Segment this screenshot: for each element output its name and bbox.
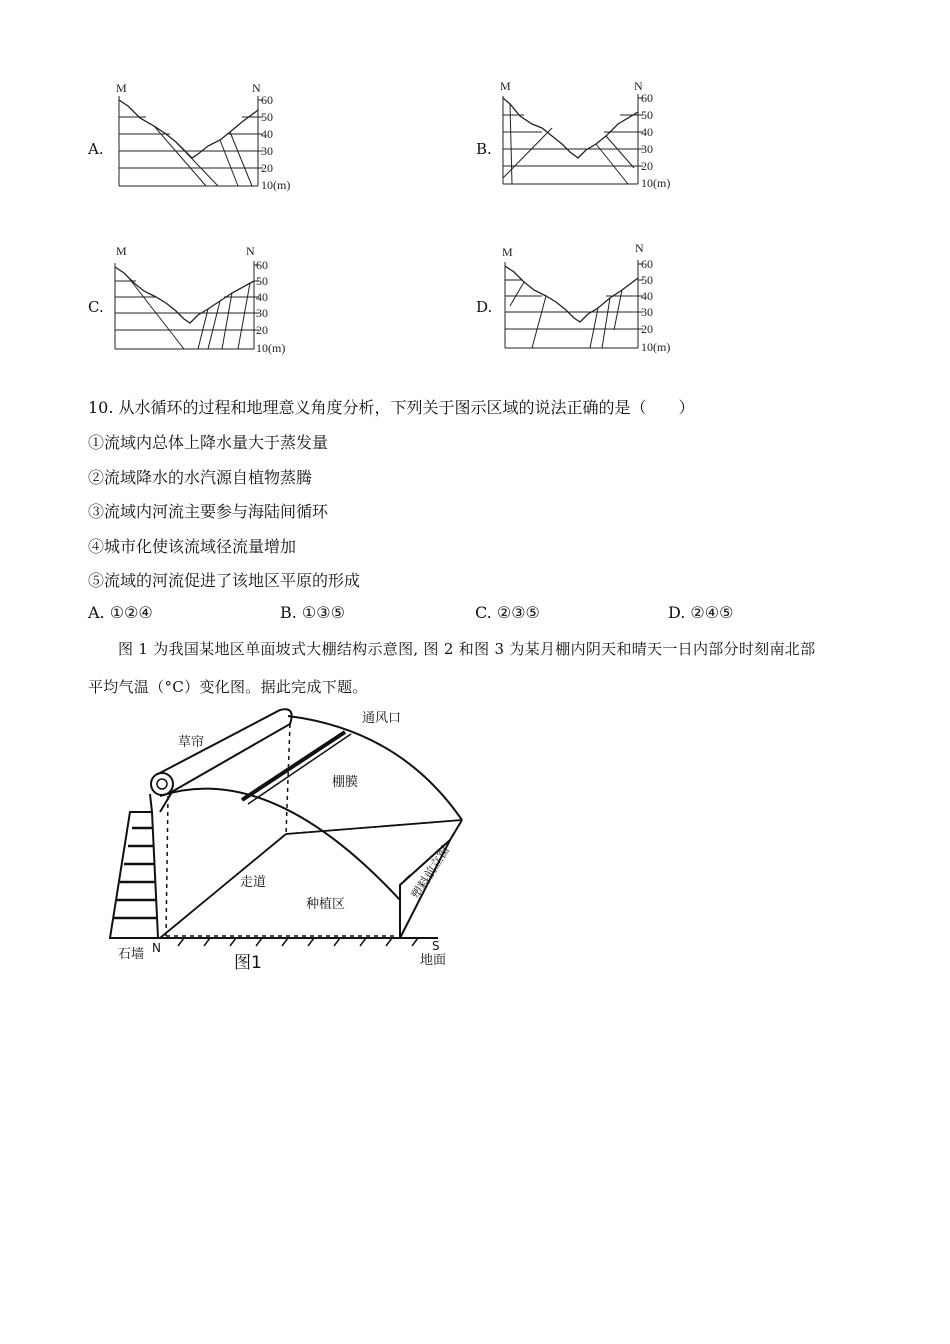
tick-label: 50 — [256, 274, 268, 288]
label-m: M — [116, 244, 127, 258]
label-n: N — [634, 79, 643, 93]
label-north: N — [152, 941, 161, 955]
tick-label: 20 — [261, 161, 273, 175]
profile-chart — [496, 240, 696, 355]
label-n: N — [246, 244, 255, 258]
option-letter: B. — [476, 140, 492, 158]
statement-3: ③流域内河流主要参与海陆间循环 — [88, 502, 329, 521]
tick-label: 20 — [641, 159, 653, 173]
option-letter: A. — [88, 140, 104, 158]
tick-label: 30 — [261, 144, 273, 158]
tick-label: 40 — [641, 125, 653, 139]
tick-label: 30 — [641, 142, 653, 156]
tick-label: 10(m) — [256, 341, 286, 355]
label-vent: 通风口 — [362, 711, 402, 726]
label-m: M — [502, 245, 513, 259]
option-letter: D. — [476, 298, 493, 316]
tick-label: 10(m) — [261, 178, 291, 192]
tick-label: 60 — [641, 91, 653, 105]
tick-label: 50 — [641, 108, 653, 122]
label-m: M — [116, 81, 127, 95]
option-letter: C. — [88, 298, 104, 316]
profile-chart — [110, 80, 310, 195]
answer-b: B. ①③⑤ — [280, 603, 345, 622]
tick-label: 30 — [256, 306, 268, 320]
tick-label: 40 — [256, 290, 268, 304]
intro-line-2: 平均气温（°C）变化图。据此完成下题。 — [88, 678, 368, 696]
label-n: N — [635, 241, 644, 255]
tick-label: 10(m) — [641, 176, 671, 190]
tick-label: 50 — [641, 273, 653, 287]
tick-label: 30 — [641, 305, 653, 319]
label-ground: 地面 — [420, 953, 447, 968]
label-film: 棚膜 — [332, 775, 359, 790]
tick-label: 20 — [641, 322, 653, 336]
greenhouse-diagram — [100, 700, 480, 980]
intro-line-1: 图 1 为我国某地区单面坡式大棚结构示意图, 图 2 和图 3 为某月棚内阴天和晴天一日内部分时刻南北部 — [118, 640, 816, 658]
statement-4: ④城市化使该流域径流量增加 — [88, 537, 297, 556]
label-walkway: 走道 — [240, 875, 267, 890]
label-front-window: 塑料前立窗 — [408, 843, 453, 902]
question-stem: 10. 从水循环的过程和地理意义角度分析，下列关于图示区域的说法正确的是（ ） — [88, 398, 695, 417]
tick-label: 60 — [641, 257, 653, 271]
label-planting-area: 种植区 — [306, 897, 346, 912]
profile-chart — [110, 243, 310, 358]
answer-c: C. ②③⑤ — [475, 603, 540, 622]
tick-label: 60 — [256, 258, 268, 272]
tick-label: 10(m) — [641, 340, 671, 354]
figure-1-greenhouse — [100, 700, 480, 984]
label-n: N — [252, 81, 261, 95]
label-south: S — [432, 939, 440, 953]
label-m: M — [500, 79, 511, 93]
answer-a: A. ①②④ — [88, 603, 153, 622]
label-stone-wall: 石墙 — [118, 947, 145, 962]
answer-d: D. ②④⑤ — [668, 603, 734, 622]
tick-label: 40 — [261, 127, 273, 141]
tick-label: 40 — [641, 289, 653, 303]
profile-chart — [494, 78, 694, 193]
tick-label: 60 — [261, 93, 273, 107]
figure-caption: 图1 — [234, 953, 262, 973]
label-straw-curtain: 草帘 — [178, 735, 205, 750]
statement-1: ①流域内总体上降水量大于蒸发量 — [88, 433, 329, 452]
statement-2: ②流域降水的水汽源自植物蒸腾 — [88, 468, 313, 487]
statement-5: ⑤流域的河流促进了该地区平原的形成 — [88, 571, 361, 590]
tick-label: 20 — [256, 323, 268, 337]
tick-label: 50 — [261, 110, 273, 124]
